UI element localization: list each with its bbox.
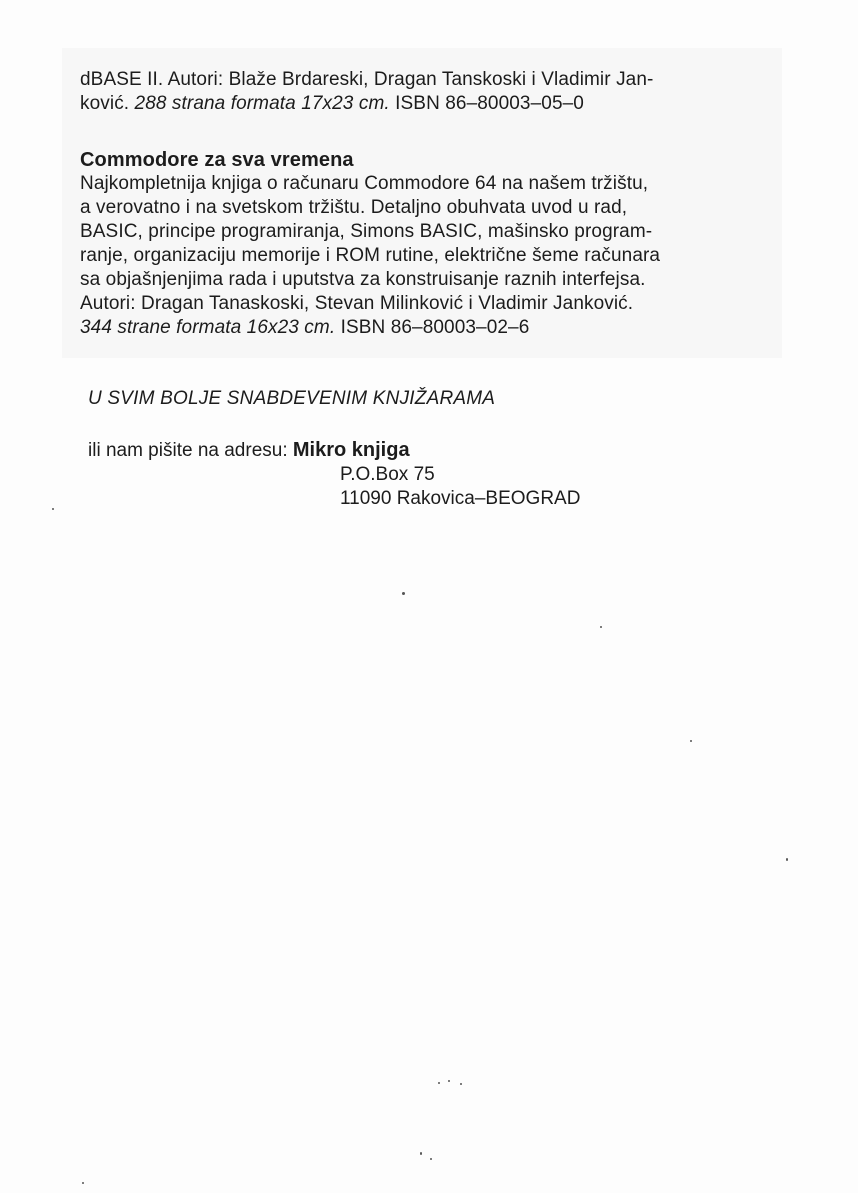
- page-format: 344 strane formata 16x23 cm.: [80, 317, 336, 338]
- entry-details-line: [80, 316, 800, 340]
- page-format: 288 strana formata 17x23 cm.: [134, 93, 390, 114]
- availability-tagline: U SVIM BOLJE SNABDEVENIM KNJIŽARAMA: [88, 388, 496, 409]
- scan-speck: [82, 1182, 84, 1184]
- description-line: ranje, organizaciju memorije i ROM rutine, električne šeme računara: [80, 245, 661, 266]
- address-intro-row: [88, 438, 410, 463]
- entry-text-fragment: ković.: [80, 93, 135, 114]
- publisher-name: Mikro knjiga: [292, 439, 410, 461]
- entry-details-line: [80, 92, 800, 116]
- address-line: P.O.Box 75: [340, 464, 435, 485]
- scan-speck: [448, 1080, 450, 1082]
- scan-speck: [460, 1083, 462, 1085]
- isbn: ISBN 86–80003–02–6: [335, 317, 530, 338]
- address-intro: ili nam pišite na adresu:: [88, 440, 293, 461]
- scan-speck: [420, 1152, 422, 1155]
- book-title: Commodore za sva vremena: [80, 149, 354, 171]
- scan-speck: [402, 592, 405, 595]
- scan-speck: [52, 508, 54, 510]
- scan-speck: [786, 858, 788, 861]
- scan-speck: [600, 626, 602, 628]
- description-line: Najkompletnija knjiga o računaru Commodore 64 na našem tržištu,: [80, 173, 649, 194]
- book-entry-commodore: [80, 148, 800, 340]
- postal-address: [340, 463, 580, 511]
- scan-speck: [430, 1158, 432, 1160]
- scan-speck: [438, 1082, 440, 1084]
- scan-speck: [690, 740, 692, 742]
- description-line: BASIC, principe programiranja, Simons BASIC, mašinsko program-: [80, 221, 653, 242]
- isbn: ISBN 86–80003–05–0: [389, 93, 584, 114]
- authors-line: Autori: Dragan Tanaskoski, Stevan Milinković i Vladimir Janković.: [80, 293, 634, 314]
- description-line: sa objašnjenjima rada i uputstva za konstruisanje raznih interfejsa.: [80, 269, 646, 290]
- entry-text-line: dBASE II. Autori: Blaže Brdareski, Dragan Tanskoski i Vladimir Jan-: [80, 69, 654, 90]
- description-line: a verovatno i na svetskom tržištu. Detaljno obuhvata uvod u rad,: [80, 197, 628, 218]
- book-entry-dbase: [80, 68, 800, 116]
- address-line: 11090 Rakovica–BEOGRAD: [340, 488, 581, 509]
